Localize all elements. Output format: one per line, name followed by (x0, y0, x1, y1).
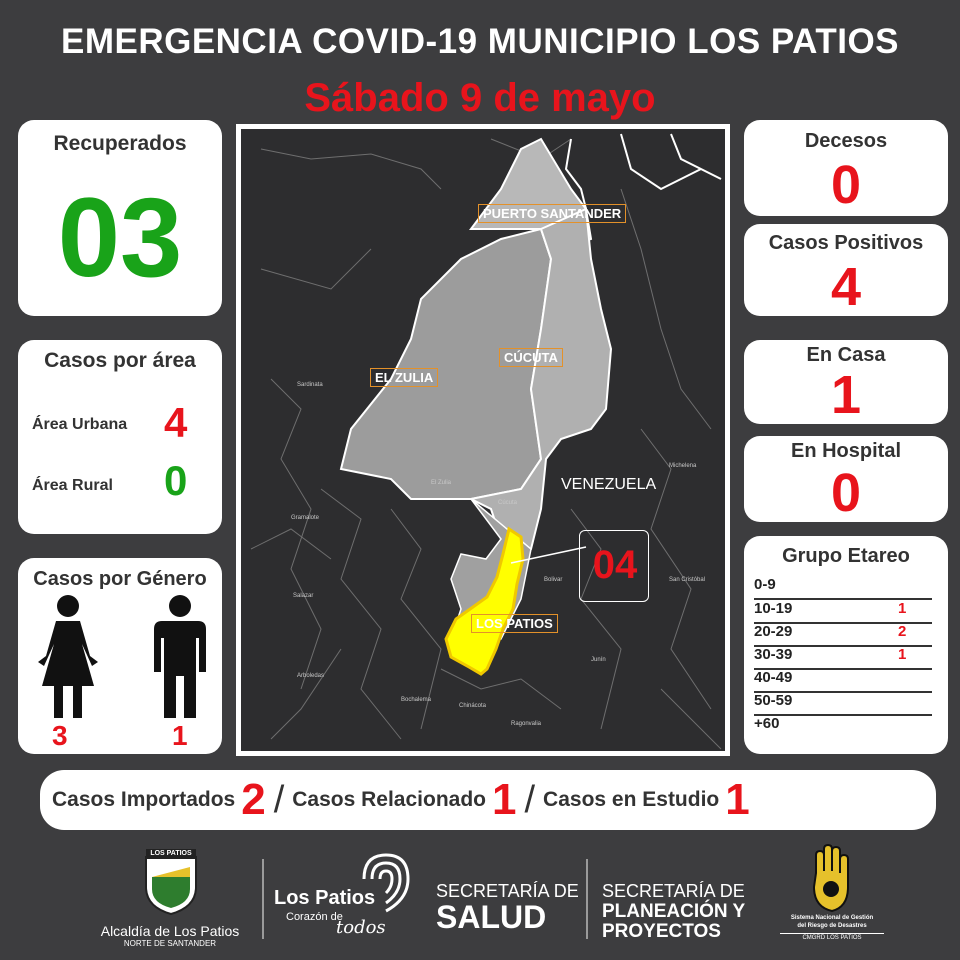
en-casa-label: En Casa (806, 344, 886, 366)
label-gramalote: Gramalote (291, 515, 320, 521)
salud-line2: SALUD (436, 899, 547, 935)
map-area-los-patios (446, 529, 523, 674)
age-count: 2 (898, 623, 907, 640)
lospatios-tagline: Corazón de (286, 911, 343, 923)
sngrd-line1: Sistema Nacional de Gestión (790, 915, 874, 921)
slash-separator: / (273, 778, 285, 821)
relacionado-label: Casos Relacionado (292, 788, 486, 811)
positivos-label: Casos Positivos (768, 232, 924, 254)
en-casa-value: 1 (830, 365, 862, 425)
alcaldia-name: Alcaldía de Los Patios (100, 923, 240, 939)
age-row (754, 692, 932, 716)
age-range: 50-59 (754, 692, 793, 709)
report-date: Sábado 9 de mayo (304, 76, 656, 120)
decesos-value: 0 (830, 155, 862, 215)
planeacion-line3: PROYECTOS (602, 921, 721, 942)
estudio-value: 1 (725, 775, 750, 824)
estudio-label: Casos en Estudio (543, 788, 720, 811)
sngrd-hand-icon (808, 843, 854, 913)
slash-separator: / (524, 778, 536, 821)
label-el-zulia-town: El Zulia (431, 480, 452, 486)
en-hospital-card (744, 436, 948, 522)
label-arboledas: Arboledas (297, 673, 325, 679)
casos-genero-card (18, 558, 222, 754)
planeacion-line1: SECRETARÍA DE (602, 881, 745, 901)
age-row (754, 576, 932, 600)
summary-line (52, 770, 750, 830)
age-range: 20-29 (754, 623, 793, 640)
label-sardinata: Sardinata (297, 382, 323, 388)
age-range: +60 (754, 715, 780, 732)
age-row (754, 600, 932, 624)
age-range: 0-9 (754, 576, 776, 593)
positivos-value: 4 (830, 257, 862, 317)
female-icon (36, 594, 100, 718)
en-casa-card (744, 340, 948, 424)
label-venezuela: VENEZUELA (561, 476, 657, 493)
area-urbana-label: Área Urbana (32, 416, 128, 433)
area-rural-label: Área Rural (32, 477, 113, 494)
recuperados-label: Recuperados (53, 132, 187, 155)
lospatios-script: todos (336, 917, 386, 938)
sngrd-line2: del Riesgo de Desastres (797, 923, 867, 929)
cases-callout-value: 04 (592, 543, 638, 587)
casos-area-label: Casos por área (44, 349, 196, 372)
cases-callout (579, 530, 649, 602)
male-icon (150, 594, 210, 718)
label-bochalema: Bochalema (401, 697, 432, 703)
age-range: 30-39 (754, 646, 793, 663)
label-michelena: Michelena (669, 463, 697, 469)
lospatios-brand: Los Patios (274, 887, 376, 909)
planeacion-line2: PLANEACIÓN Y (602, 901, 746, 922)
grupo-etareo-label: Grupo Etareo (782, 545, 910, 567)
age-row (754, 715, 932, 737)
footer-divider (586, 859, 588, 939)
casos-area-card (18, 340, 222, 534)
label-chinacota: Chinácota (459, 703, 487, 709)
label-cucuta: CÚCUTA (499, 348, 563, 367)
age-range: 40-49 (754, 669, 793, 686)
label-los-patios: LOS PATIOS (471, 614, 558, 633)
recuperados-card (18, 120, 222, 316)
map-panel (236, 124, 730, 756)
summary-bar (40, 770, 936, 830)
label-puerto-santander: PUERTO SANTANDER (478, 204, 626, 223)
alcaldia-shield-text: LOS PATIOS (150, 850, 192, 857)
en-hospital-value: 0 (830, 463, 862, 523)
male-count: 1 (172, 720, 188, 751)
label-el-zulia: EL ZULIA (370, 368, 438, 387)
casos-genero-label: Casos por Género (33, 568, 207, 590)
age-row (754, 623, 932, 647)
female-count: 3 (52, 720, 68, 751)
page-title: EMERGENCIA COVID-19 MUNICIPIO LOS PATIOS (60, 22, 900, 61)
age-row (754, 646, 932, 670)
importados-value: 2 (241, 775, 266, 824)
alcaldia-region: NORTE DE SANTANDER (123, 939, 217, 948)
age-range: 10-19 (754, 600, 793, 617)
grupo-etareo-card (744, 536, 948, 754)
label-junin: Junín (591, 657, 606, 663)
decesos-label: Decesos (804, 130, 888, 152)
decesos-card (744, 120, 948, 216)
age-row (754, 669, 932, 693)
relacionado-value: 1 (492, 775, 517, 824)
recuperados-value: 03 (57, 175, 183, 300)
label-ragonvalia: Ragonvalia (511, 721, 542, 727)
salud-line1: SECRETARÍA DE (436, 881, 579, 901)
age-count: 1 (898, 646, 907, 663)
sngrd-line3: CMGRD LOS PATIOS (780, 933, 884, 941)
en-hospital-label: En Hospital (790, 440, 901, 462)
area-urbana-value: 4 (164, 399, 188, 446)
label-salazar: Salazar (293, 593, 314, 599)
label-san-cristobal: San Cristóbal (669, 577, 706, 583)
importados-label: Casos Importados (52, 788, 236, 811)
alcaldia-shield-icon (142, 847, 200, 915)
label-cucuta-town: Cúcuta (498, 500, 518, 506)
footer-logos (0, 835, 960, 960)
footer-divider (262, 859, 264, 939)
area-rural-value: 0 (164, 457, 188, 504)
age-count: 1 (898, 600, 907, 617)
label-bolivar: Bolivar (544, 577, 563, 583)
positivos-card (744, 224, 948, 316)
